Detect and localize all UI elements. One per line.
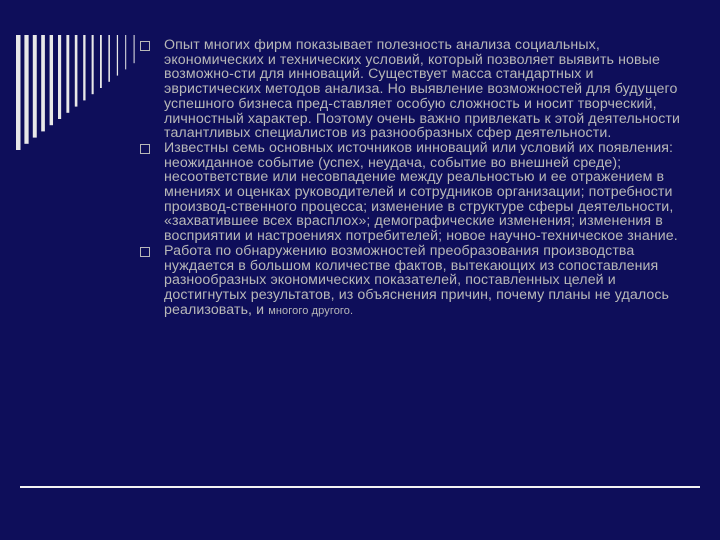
square-bullet-icon [140,247,150,257]
decorative-stripes [14,35,154,155]
bullet-text-tail: многого другого. [268,304,354,317]
bullet-text: Известны семь основных источников инноваций или условий их появления: неожиданное событие (успех, неудача, событие во внешней среде); несоответствие или несовпадение между реальностью и ее отражением в мнениях и оценках руководителей и сотрудников организации; потребности производ-ственного процесса; изменение в структуре сферы деятельности, «захватившее всех врасплох»; демографические изменения; изменения в восприятии и настроениях потребителей; новое научно-техническое знание. [164,139,678,245]
stripe [58,35,61,119]
bullet-item-1 [140,38,685,141]
stripe [83,35,85,100]
stripe [33,35,37,138]
stripe [50,35,53,125]
bullet-text: Работа по обнаружению возможностей преобразования производства нуждается в большом количестве фактов, вытекающих из сопоставления разнообразных экономических показателей, поставленных целей и достигнутых результатов, из объяснения причин, почему планы не удалось реализовать, и [164,242,670,318]
stripe [75,35,78,107]
stripe [41,35,45,131]
horizontal-divider [20,486,700,488]
stripe [100,35,102,88]
stripe [108,35,110,82]
bullet-text: Опыт многих фирм показывает полезность анализа социальных, экономических и технических условий, который позволяет выявить новые возможно-сти для инноваций. Существует масса стандартных и эвристических методов анализа. Но выявление возможностей для будущего успешного бизнеса пред-ставляет особую сложность и носит творческий, личностный характер. Поэтому очень важно привлекать к этой деятельности талантливых специалистов из разнообразных сфер деятельности. [164,37,681,142]
stripe [66,35,69,113]
stripe [117,35,118,76]
bullet-list [140,38,685,318]
stripe [16,35,21,150]
square-bullet-icon [140,144,150,154]
square-bullet-icon [140,41,150,51]
stripe [92,35,94,94]
stripe [24,35,28,144]
bullet-item-2 [140,141,685,244]
stripe [125,35,126,69]
bullet-item-3 [140,244,685,319]
stripe [134,35,135,63]
